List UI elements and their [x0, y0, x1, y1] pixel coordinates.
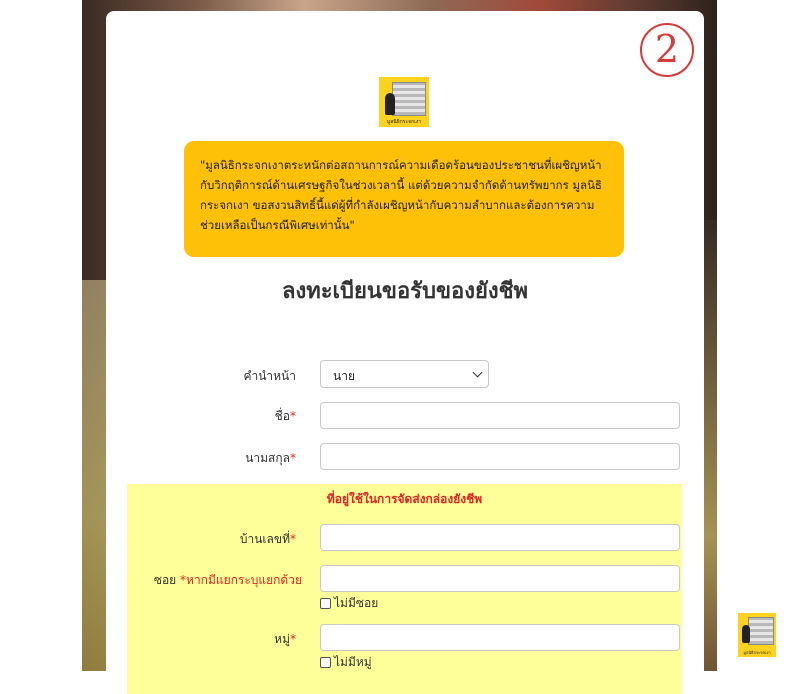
no-moo-label: ไม่มีหมู่ [334, 655, 372, 669]
required-marker: * [290, 409, 296, 423]
no-soi-checkbox-row[interactable] [320, 594, 378, 613]
logo-person-icon [385, 93, 395, 115]
prefix-label [216, 367, 296, 386]
step-badge: 2 [640, 23, 694, 77]
moo-input[interactable] [320, 624, 680, 651]
first-name-label-text: ชื่อ [274, 409, 290, 423]
last-name-label-text: นามสกุล [245, 451, 290, 465]
required-marker: * [290, 632, 296, 646]
no-soi-label: ไม่มีซอย [334, 596, 379, 610]
required-marker: * [290, 532, 296, 546]
first-name-label [216, 407, 296, 426]
moo-label [206, 630, 296, 649]
last-name-input[interactable] [320, 443, 680, 470]
first-name-input[interactable] [320, 402, 680, 429]
page-title: ลงทะเบียนขอรับของยังชีพ [281, 279, 529, 304]
moo-label-text: หมู่ [274, 632, 290, 646]
chevron-down-icon [473, 368, 483, 378]
soi-label [136, 571, 302, 590]
logo-mirror-panel [392, 82, 426, 116]
prefix-label-text: คำนำหน้า [243, 369, 296, 383]
soi-hint: *หากมีแยกระบุแยกด้วย [180, 573, 302, 587]
soi-label-text: ซอย [153, 573, 177, 587]
prefix-select[interactable] [320, 360, 489, 388]
logo-text: มูลนิธิกระจกเงา [386, 119, 422, 125]
no-moo-checkbox-row[interactable] [320, 653, 372, 672]
foundation-logo [379, 77, 429, 127]
house-no-label [206, 530, 296, 549]
house-no-input[interactable] [320, 524, 680, 551]
address-section-title: ที่อยู่ใช้ในการจัดส่งกล่องยังชีพ [326, 492, 483, 506]
no-moo-checkbox[interactable] [320, 657, 331, 668]
no-soi-checkbox[interactable] [320, 598, 331, 609]
corner-foundation-logo[interactable] [738, 613, 776, 657]
logo-person-icon [742, 625, 750, 643]
logo-mirror-panel [748, 617, 774, 645]
required-marker: * [290, 451, 296, 465]
logo-text: มูลนิธิกระจกเงา [743, 650, 771, 655]
house-no-label-text: บ้านเลขที่ [239, 532, 290, 546]
registration-card [106, 11, 704, 691]
notice-box: "มูลนิธิกระจกเงาตระหนักต่อสถานการณ์ความเดือดร้อนของประชาชนที่เผชิญหน้ากับวิกฤติการณ์ด้านเศรษฐกิจในช่วงเวลานี้ แต่ด้วยความจำกัดด้านทรัพยากร มูลนิธิกระจกเงา ขอสงวนสิทธิ์นี้แด่ผู้ที่กำลังเผชิญหน้ากับความลำบากและต้องการความช่วยเหลือเป็นกรณีพิเศษเท่านั้น" [184, 141, 624, 257]
soi-input[interactable] [320, 565, 680, 592]
prefix-select-value: นาย [333, 369, 355, 383]
last-name-label [216, 449, 296, 468]
